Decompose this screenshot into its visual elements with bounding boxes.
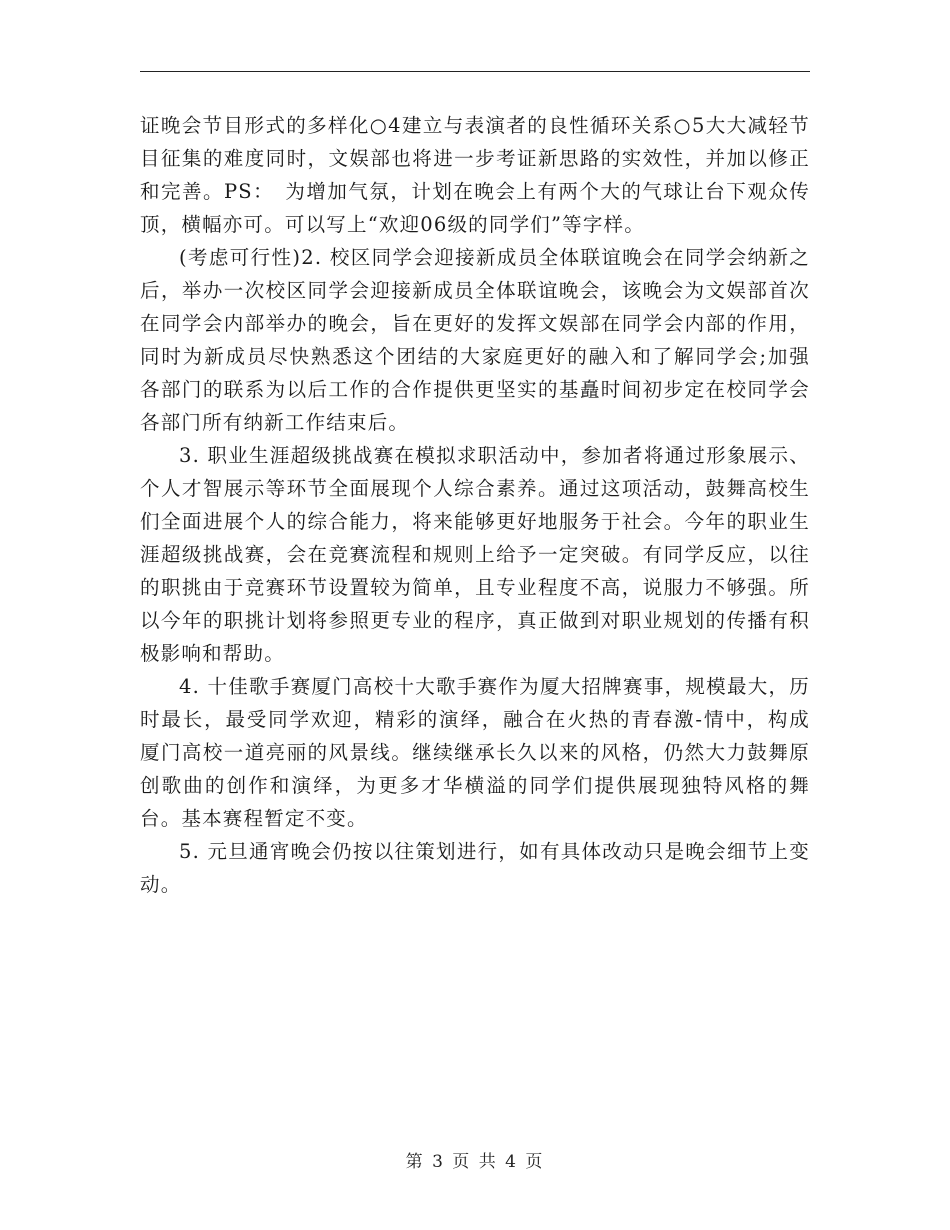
paragraph-item-4: 4. 十佳歌手赛厦门高校十大歌手赛作为厦大招牌赛事，规模最大，历时最长，最受同学欢迎，精彩的演绎，融合在火热的青春激-情中，构成厦门高校一道亮丽的风景线。继续继承长久以来的风格，仍然大力鼓舞原创歌曲的创作和演绎，为更多才华横溢的同学们提供展现独特风格的舞台。基本赛程暂定不变。 [140, 675, 810, 830]
document-body [140, 109, 810, 901]
page-number-footer: 第 3 页 共 4 页 [405, 1152, 545, 1172]
paragraph-item-5: 5. 元旦通宵晚会仍按以往策划进行，如有具体改动只是晚会细节上变动。 [140, 840, 810, 896]
paragraph-item-2: (考虑可行性)2. 校区同学会迎接新成员全体联谊晚会在同学会纳新之后，举办一次校区同学会迎接新成员全体联谊晚会，该晚会为文娱部首次在同学会内部举办的晚会，旨在更好的发挥文娱部在同学会内部的作用，同时为新成员尽快熟悉这个团结的大家庭更好的融入和了解同学会;加强各部门的联系为以后工作的合作提供更坚实的基矗时间初步定在校同学会各部门所有纳新工作结束后。 [140, 246, 810, 434]
paragraph-item-3: 3. 职业生涯超级挑战赛在模拟求职活动中，参加者将通过形象展示、个人才智展示等环节全面展现个人综合素养。通过这项活动，鼓舞高校生们全面进展个人的综合能力，将来能够更好地服务于社会。今年的职业生涯超级挑战赛，会在竞赛流程和规则上给予一定突破。有同学反应，以往的职挑由于竞赛环节设置较为简单，且专业程度不高，说服力不够强。所以今年的职挑计划将参照更专业的程序，真正做到对职业规划的传播有积极影响和帮助。 [140, 444, 810, 665]
header-rule [140, 71, 810, 72]
paragraph-continuation: 证晚会节目形式的多样化○4建立与表演者的良性循环关系○5大大减轻节目征集的难度同时，文娱部也将进一步考证新思路的实效性，并加以修正和完善。PS： 为增加气氛，计划在晚会上有两个大的气球让台下观众传顶，横幅亦可。可以写上“欢迎06级的同学们”等字样。 [140, 114, 810, 236]
